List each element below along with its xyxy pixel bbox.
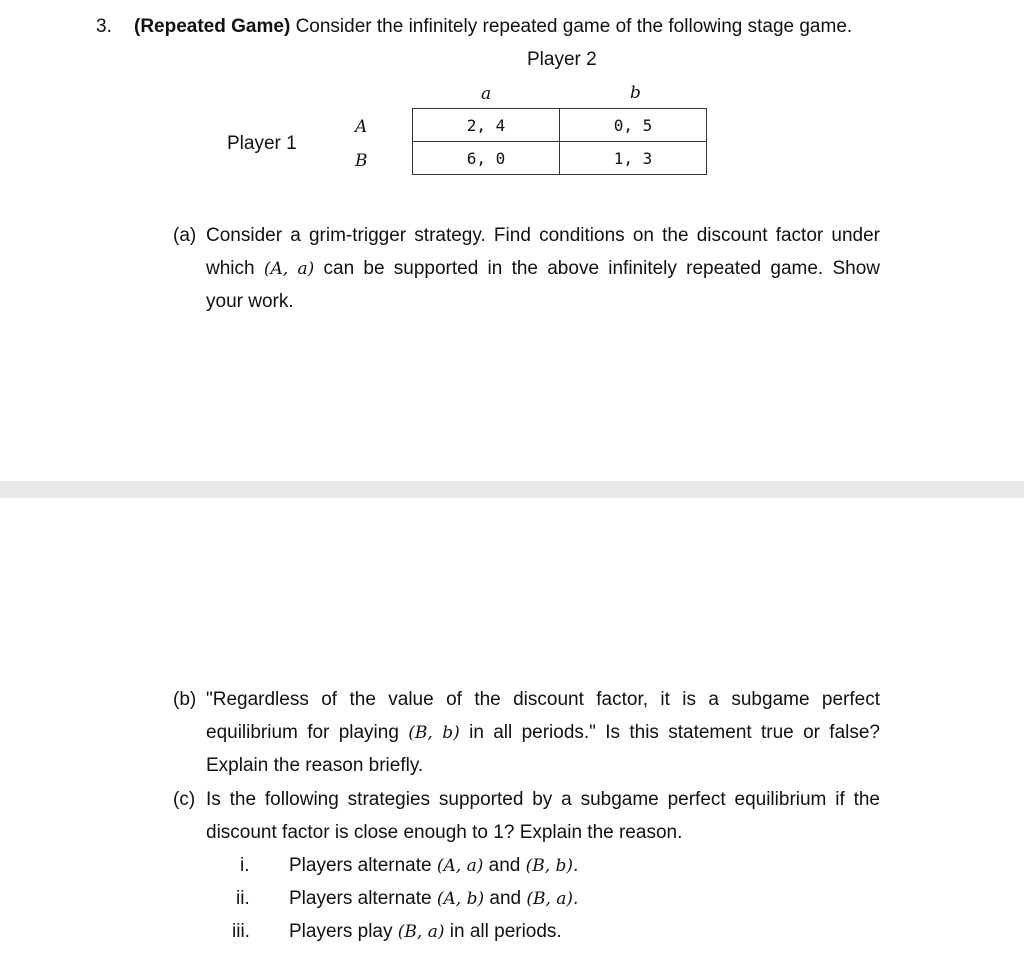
part-a-math-Aa: (A, a) bbox=[263, 259, 315, 279]
item-2-pre: Players alternate bbox=[289, 888, 432, 909]
part-a-line3: your work. bbox=[206, 291, 294, 312]
part-b-line3: Explain the reason briefly. bbox=[206, 755, 424, 776]
item-3-math-1: (B, a) bbox=[397, 922, 445, 942]
item-1-text bbox=[289, 856, 578, 875]
part-a-line1: Consider a grim-trigger strategy. Find conditions on the discount factor under bbox=[206, 225, 880, 246]
part-c-label: (c) bbox=[173, 789, 196, 810]
payoff-cell-B-b: 1, 3 bbox=[560, 142, 707, 175]
part-c-line2: discount factor is close enough to 1? Explain the reason. bbox=[206, 822, 683, 843]
part-b-label: (b) bbox=[173, 689, 197, 710]
item-2-math-1: (A, b) bbox=[436, 889, 485, 909]
item-1-math-2: (B, b). bbox=[525, 856, 579, 876]
item-1-number: i. bbox=[240, 855, 250, 876]
question-title: (Repeated Game) bbox=[134, 16, 291, 37]
part-b-line1: "Regardless of the value of the discount factor, it is a subgame perfect bbox=[206, 689, 880, 710]
payoff-matrix bbox=[412, 108, 707, 175]
payoff-cell-A-a: 2, 4 bbox=[413, 109, 560, 142]
player1-label: Player 1 bbox=[227, 133, 297, 154]
part-a-line2-post: can be supported in the above infinitely repeated game. Show bbox=[323, 258, 880, 279]
item-3-pre: Players play bbox=[289, 921, 393, 942]
item-2-number: ii. bbox=[236, 888, 250, 909]
col-label-a: a bbox=[481, 84, 492, 104]
part-b-line2 bbox=[206, 723, 880, 742]
item-1-mid: and bbox=[488, 855, 521, 876]
payoff-cell-B-a: 6, 0 bbox=[413, 142, 560, 175]
question-intro: Consider the infinitely repeated game of the following stage game. bbox=[295, 16, 853, 37]
item-3-post: in all periods. bbox=[449, 921, 562, 942]
question-number: 3. bbox=[96, 16, 112, 37]
part-b-math-Bb: (B, b) bbox=[408, 723, 460, 743]
item-2-text bbox=[289, 889, 578, 908]
part-b-line2-pre: equilibrium for playing bbox=[206, 722, 399, 743]
part-c-line1: Is the following strategies supported by a subgame perfect equilibrium if the bbox=[206, 789, 880, 810]
item-2-math-2: (B, a). bbox=[526, 889, 579, 909]
item-3-number: iii. bbox=[232, 921, 250, 942]
row-label-A: A bbox=[355, 117, 368, 137]
item-1-pre: Players alternate bbox=[289, 855, 432, 876]
question-header bbox=[134, 17, 852, 36]
item-2-mid: and bbox=[489, 888, 522, 909]
item-3-text bbox=[289, 922, 562, 941]
part-a-line2-pre: which bbox=[206, 258, 255, 279]
row-label-B: B bbox=[355, 151, 368, 171]
item-1-math-1: (A, a) bbox=[436, 856, 484, 876]
player2-label: Player 2 bbox=[527, 49, 597, 70]
payoff-cell-A-b: 0, 5 bbox=[560, 109, 707, 142]
page-gap bbox=[0, 481, 1024, 498]
payoff-row-B bbox=[413, 142, 707, 175]
col-label-b: b bbox=[630, 83, 641, 103]
part-b-line2-post: in all periods." Is this statement true or false? bbox=[469, 722, 881, 743]
payoff-row-A bbox=[413, 109, 707, 142]
part-a-line2 bbox=[206, 259, 880, 278]
part-a-label: (a) bbox=[173, 225, 197, 246]
